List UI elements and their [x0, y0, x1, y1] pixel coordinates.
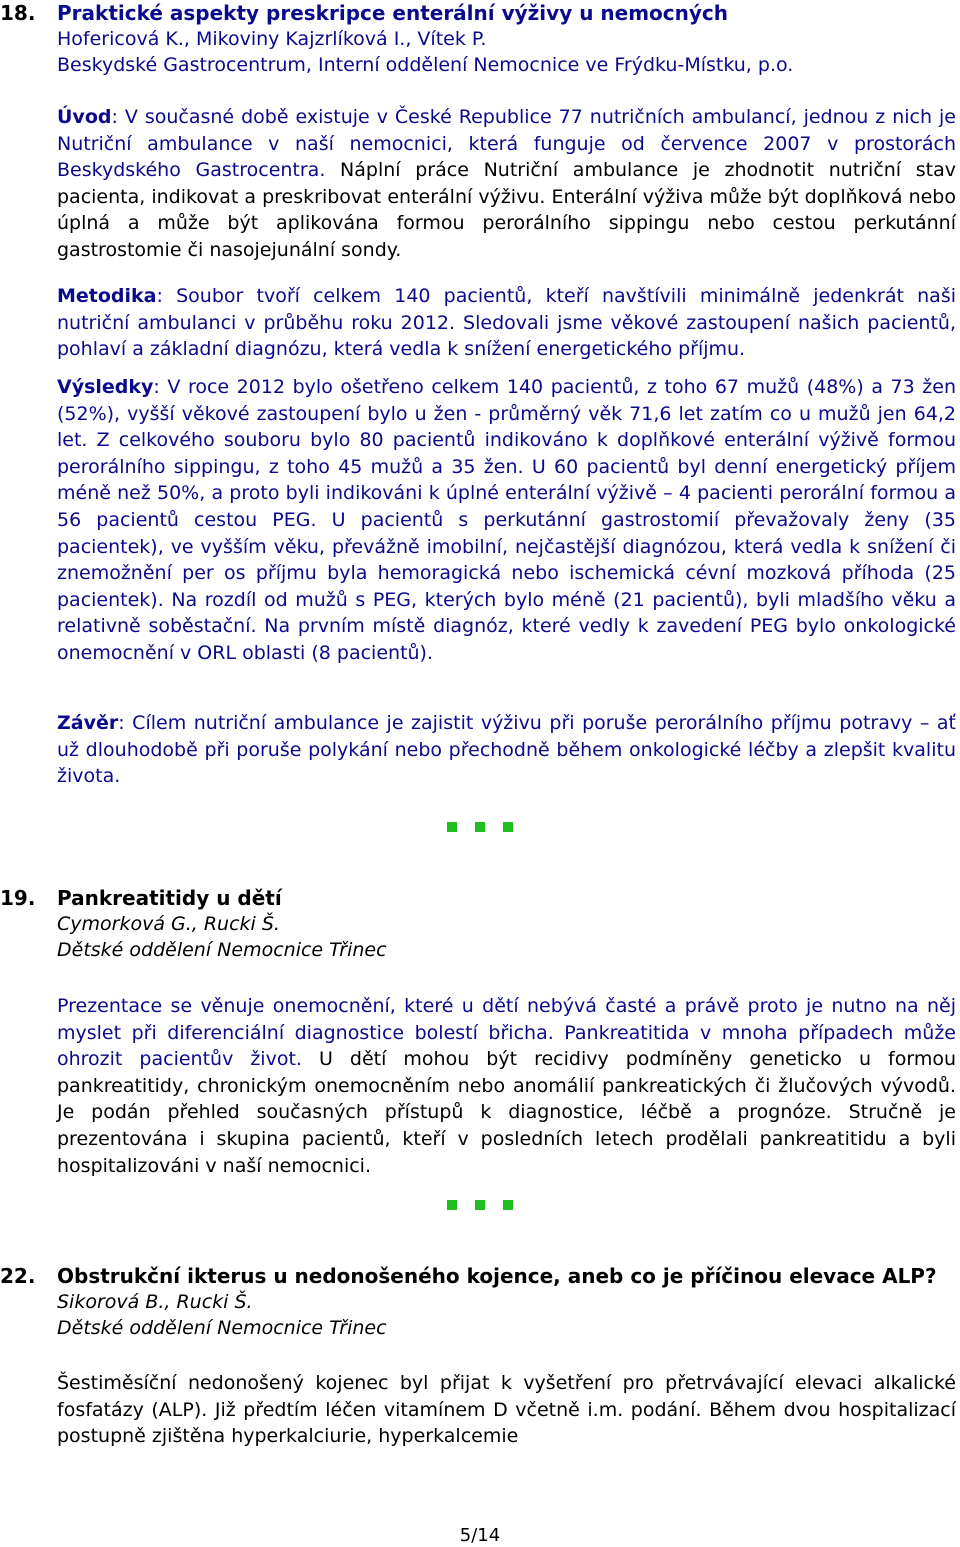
vysledky-paragraph	[57, 374, 956, 667]
uvod-label: Úvod	[57, 106, 112, 128]
article-authors: Cymorková G., Rucki Š.	[57, 913, 280, 935]
article-header	[57, 885, 956, 963]
article-number: 22.	[0, 1264, 36, 1288]
metodika-label: Metodika	[57, 285, 157, 307]
zaver-paragraph	[57, 710, 956, 790]
zaver-text: : Cílem nutriční ambulance je zajistit výživu při poruše perorálního příjmu potravy – ať už dlouhodobě při poruše polykání nebo přechodně během onkologické léčby a zlepšit kvalitu života.	[57, 712, 956, 788]
page-number: 5/14	[459, 1525, 501, 1546]
uvod-text-b: Náplní práce Nutriční ambulance je zhodnotit nutriční stav pacienta, indikovat a preskribovat enterální výživu. Enterální výživa může být doplňková nebo úplná a může být aplikována formou perorálního sippingu nebo cestou perkutánní gastrostomie či nasojejunální sondy.	[57, 159, 956, 261]
vysledky-text: : V roce 2012 bylo ošetřeno celkem 140 pacientů, z toho 67 mužů (48%) a 73 žen (52%), vyšší věkové zastoupení bylo u žen - průměrný věk 71,6 let zatím co u mužů jen 64,2 let. Z celkového souboru bylo 80 pacientů indikováno k doplňkové enterální výživě formou perorálního sippingu, z toho 45 mužů a 35 žen. U 60 pacientů byl denní energetický příjem méně než 50%, a proto byli indikováni k úplné enterální výživě – 4 pacienti perorální formou a 56 pacientů cestou PEG. U pacientů s perkutánní gastrostomií převažovaly ženy (35 pacientek), ve vyšším věku, převážně imobilní, nejčastější diagnózou, která vedla k snížení či znemožnění per os příjmu byla hemoragická nebo ischemická cévní mozková příhoda (25 pacientek). Na rozdíl od mužů s PEG, kterých bylo méně (21 pacientů), byli mladšího věku a relativně soběstační. Na prvním místě diagnóz, které vedly k zavedení PEG bylo onkologické onemocnění v ORL oblasti (8 pacientů).	[57, 376, 956, 664]
article-header	[57, 0, 956, 78]
separator-square-icon	[475, 822, 485, 832]
article-19-text-b: U dětí mohou být recidivy podmíněny geneticko u formou pankreatitidy, chronickým onemocněním nebo anomálií pankreatických či žlučových vývodů. Je podán přehled současných přístupů k diagnostice, léčbě a prognóze. Stručně je prezentována i skupina pacientů, kteří v posledních letech prodělali pankreatitidu a byli hospitalizováni v naší nemocnici.	[57, 1048, 956, 1177]
section-separator	[0, 1195, 960, 1207]
article-title: Praktické aspekty preskripce enterální výživy u nemocných	[57, 1, 729, 25]
uvod-text-a: : V současné době existuje v České Republice 77 nutričních ambulancí, jednou z nich je Nutriční ambulance v naší nemocnici, která funguje od července 2007 v prostorách Beskydského Gastrocentra.	[57, 106, 956, 182]
metodika-paragraph	[57, 283, 956, 363]
vysledky-label: Výsledky	[57, 376, 154, 398]
article-title: Pankreatitidy u dětí	[57, 886, 282, 910]
separator-square-icon	[503, 1200, 513, 1210]
separator-square-icon	[475, 1200, 485, 1210]
separator-square-icon	[447, 822, 457, 832]
article-22-abstract	[57, 1370, 956, 1450]
article-22-text: Šestiměsíční nedonošený kojenec byl přijat k vyšetření pro přetrvávající elevaci alkalické fosfatázy (ALP). Již předtím léčen vitamínem D včetně i.m. podání. Během dvou hospitalizací postupně zjištěna hyperkalciurie, hyperkalcemie	[57, 1372, 956, 1448]
uvod-paragraph	[57, 104, 956, 264]
article-title: Obstrukční ikterus u nedonošeného kojence, aneb co je příčinou elevace ALP?	[57, 1264, 937, 1288]
article-department: Dětské oddělení Nemocnice Třinec	[57, 1317, 387, 1339]
article-number: 19.	[0, 886, 36, 910]
article-department: Dětské oddělení Nemocnice Třinec	[57, 939, 387, 961]
zaver-label: Závěr	[57, 712, 119, 734]
separator-square-icon	[447, 1200, 457, 1210]
section-separator	[0, 817, 960, 829]
article-authors: Hofericová K., Mikoviny Kajzrlíková I., Vítek P.	[57, 28, 487, 50]
article-number: 18.	[0, 1, 36, 25]
article-header	[57, 1263, 956, 1341]
metodika-text: : Soubor tvoří celkem 140 pacientů, kteří navštívili minimálně jedenkrát naši nutriční ambulanci v průběhu roku 2012. Sledovali jsme věkové zastoupení našich pacientů, pohlaví a základní diagnózu, která vedla k snížení energetického příjmu.	[57, 285, 956, 361]
article-authors: Sikorová B., Rucki Š.	[57, 1291, 253, 1313]
separator-square-icon	[503, 822, 513, 832]
article-department: Beskydské Gastrocentrum, Interní oddělení Nemocnice ve Frýdku-Místku, p.o.	[57, 54, 794, 76]
article-19-abstract	[57, 993, 956, 1179]
article-19-text-a: Prezentace se věnuje onemocnění, které u dětí nebývá časté a právě proto je nutno na něj myslet při diferenciální diagnostice bolestí břicha. Pankreatitida v mnoha případech může ohrozit pacientův život.	[57, 995, 956, 1071]
